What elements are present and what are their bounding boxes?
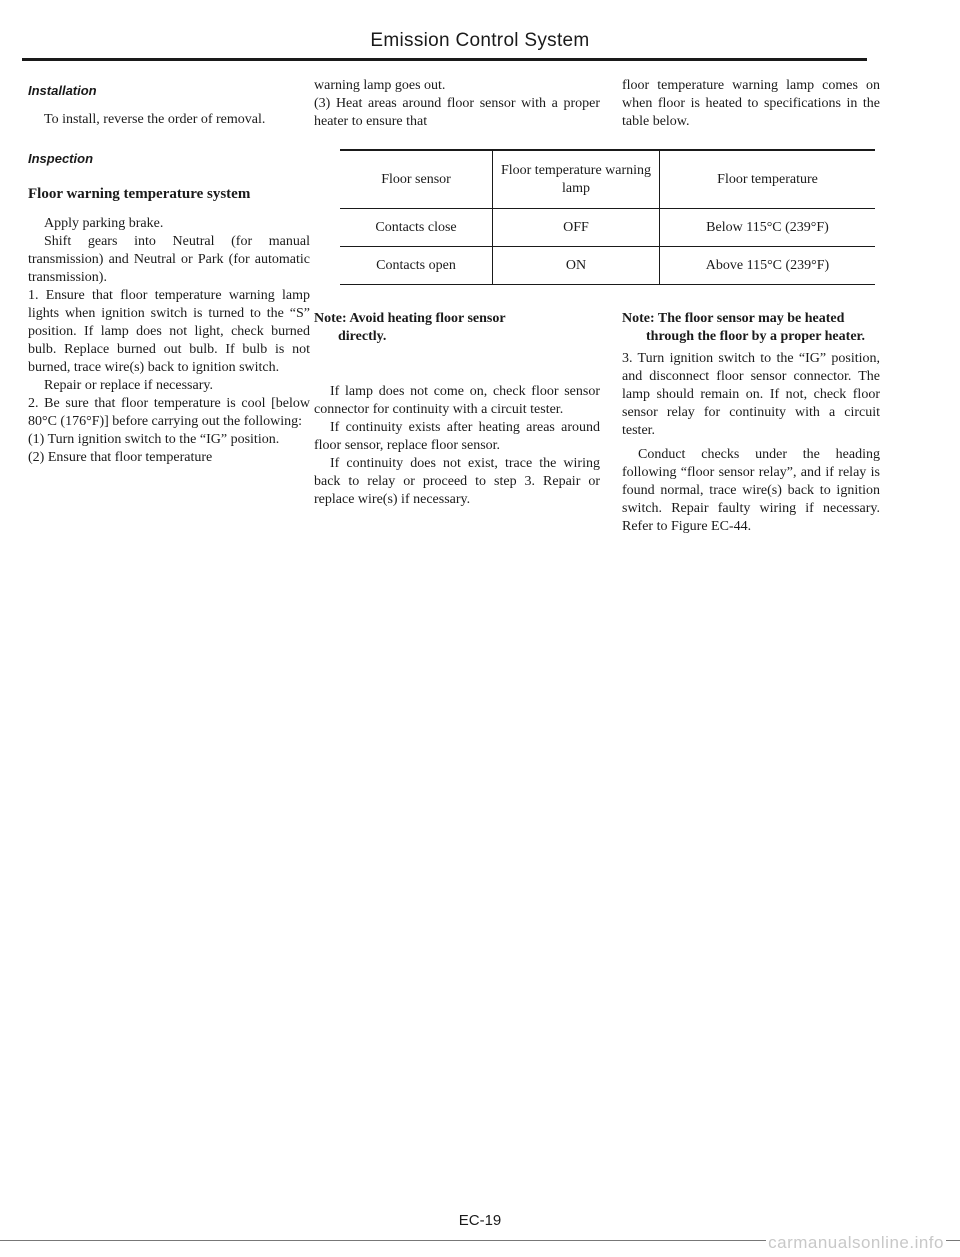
right-column bbox=[622, 77, 880, 131]
note-floor-sensor bbox=[622, 310, 880, 346]
table-cell: ON bbox=[493, 247, 660, 285]
watermark: carmanualsonline.info bbox=[768, 1233, 944, 1252]
note-floor-sensor-lead: Note: The floor sensor may be heated bbox=[622, 311, 845, 326]
step-2-3: (3) Heat areas around floor sensor with a proper heater to ensure that bbox=[314, 96, 600, 129]
header-rule bbox=[22, 58, 867, 61]
table-header-floor-temperature: Floor temperature bbox=[660, 150, 876, 209]
step-2: 2. Be sure that floor temperature is cool [below 80°C (176°F)] before carrying out the following: bbox=[28, 396, 310, 429]
table-header-warning-lamp: Floor temperature warning lamp bbox=[493, 150, 660, 209]
table-cell: Below 115°C (239°F) bbox=[660, 209, 876, 247]
table-cell: Above 115°C (239°F) bbox=[660, 247, 876, 285]
table-header-row bbox=[340, 150, 875, 209]
page-number: EC-19 bbox=[458, 1212, 502, 1229]
middle-column bbox=[314, 77, 600, 131]
step-3: 3. Turn ignition switch to the “IG” position, and disconnect floor sensor connector. The lamp should remain on. If not, check floor sensor relay for continuity with a circuit tester. bbox=[622, 351, 880, 438]
step-1: 1. Ensure that floor temperature warning lamp lights when ignition switch is turned to the “S” position. If lamp does not light, check burned bulb. Replace burned out bulb. If bulb is not burned, trace wire(s) back to ignition switch. bbox=[28, 288, 310, 375]
mid-continuation: warning lamp goes out. bbox=[314, 78, 446, 93]
left-column bbox=[28, 82, 310, 467]
mid-continuity-exists: If continuity exists after heating areas around floor sensor, replace floor sensor. bbox=[314, 420, 600, 453]
middle-column-lower bbox=[314, 310, 600, 509]
table-cell: Contacts open bbox=[340, 247, 493, 285]
mid-lamp-check: If lamp does not come on, check floor sensor connector for continuity with a circuit tester. bbox=[314, 384, 600, 417]
note-avoid-heating bbox=[314, 310, 600, 346]
step-2-1: (1) Turn ignition switch to the “IG” position. bbox=[28, 432, 280, 447]
note-avoid-heating-lead: Note: Avoid heating floor sensor bbox=[314, 311, 506, 326]
inspection-heading: Inspection bbox=[28, 151, 94, 166]
right-column-lower bbox=[622, 310, 880, 536]
installation-text: To install, reverse the order of removal. bbox=[44, 112, 266, 127]
table-row bbox=[340, 209, 875, 247]
right-conduct-checks: Conduct checks under the heading following “floor sensor relay”, and if relay is found normal, trace wire(s) back to ignition switch. Repair faulty wiring if necessary. Refer to Figure EC-44. bbox=[622, 447, 880, 534]
step-1-repair: Repair or replace if necessary. bbox=[44, 378, 213, 393]
page-header: Emission Control System bbox=[370, 30, 590, 51]
note-avoid-heating-rest: directly. bbox=[338, 329, 387, 344]
right-continuation: floor temperature warning lamp comes on when floor is heated to specifications in the table below. bbox=[622, 78, 880, 129]
spec-table bbox=[340, 149, 875, 285]
step-shift-gears: Shift gears into Neutral (for manual transmission) and Neutral or Park (for automatic transmission). bbox=[28, 234, 310, 285]
installation-heading: Installation bbox=[28, 83, 97, 98]
section-subheading: Floor warning temperature system bbox=[28, 186, 251, 202]
note-floor-sensor-rest: through the floor by a proper heater. bbox=[646, 329, 865, 344]
table-header-floor-sensor: Floor sensor bbox=[340, 150, 493, 209]
mid-continuity-not-exist: If continuity does not exist, trace the wiring back to relay or proceed to step 3. Repair or replace wire(s) if necessary. bbox=[314, 456, 600, 507]
table-cell: OFF bbox=[493, 209, 660, 247]
step-parking-brake: Apply parking brake. bbox=[44, 216, 164, 231]
table-cell: Contacts close bbox=[340, 209, 493, 247]
step-2-2: (2) Ensure that floor temperature bbox=[28, 450, 213, 465]
table-row bbox=[340, 247, 875, 285]
